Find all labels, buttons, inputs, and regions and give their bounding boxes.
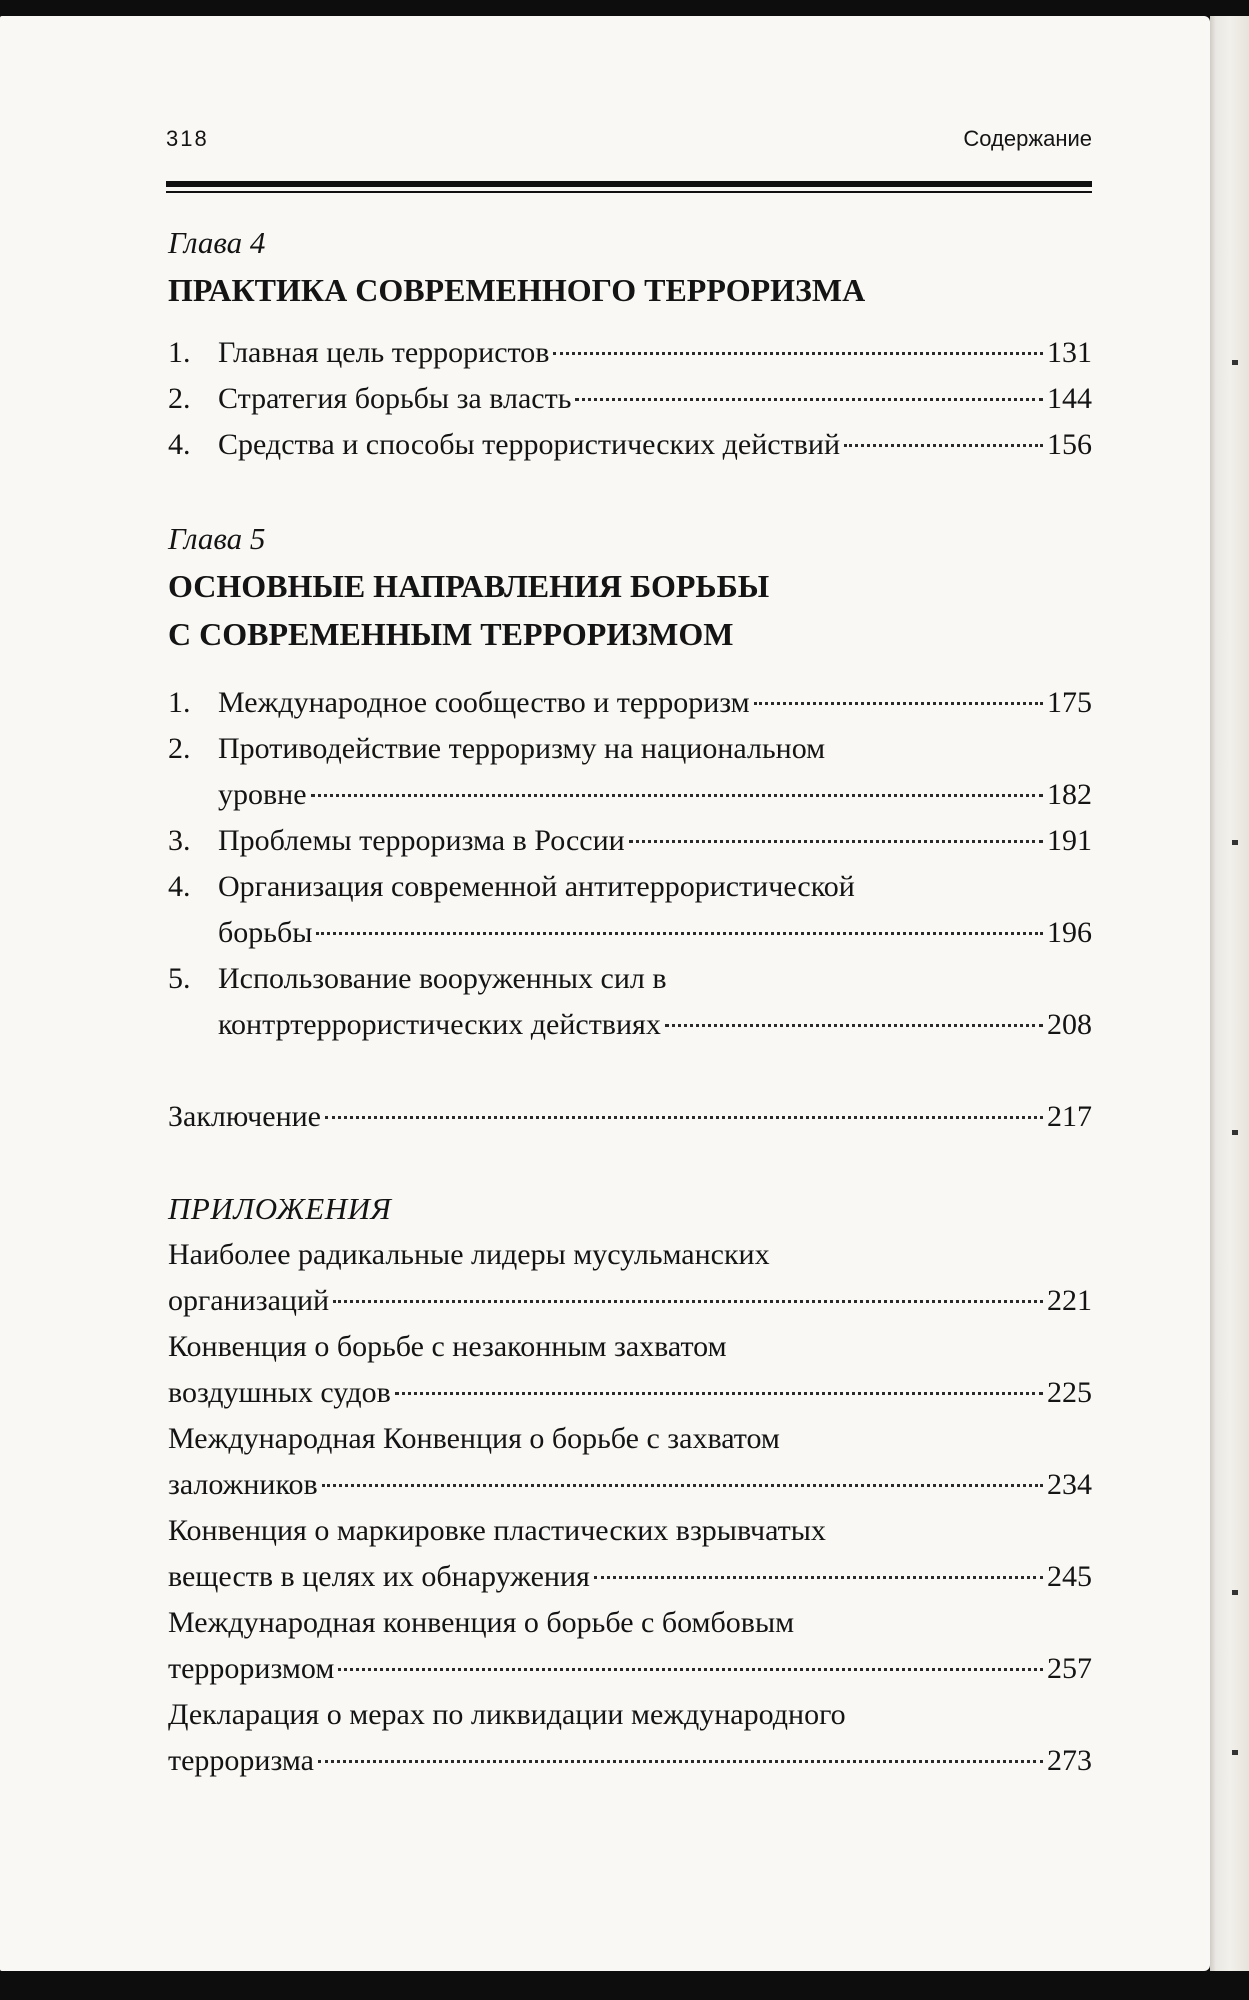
entry-number: 4. [168,870,191,903]
chapter-5-label: Глава 5 [168,521,266,556]
toc-entry-appendix[interactable] [168,1600,1092,1692]
edge-mark [1232,1750,1238,1755]
edge-mark [1232,1130,1238,1135]
toc-entry-conclusion[interactable] [168,1094,1092,1140]
leader-dots [553,352,1043,355]
chapter-5-title-line-2: С СОВРЕМЕННЫМ ТЕРРОРИЗМОМ [168,616,734,652]
leader-dots [316,932,1043,935]
leader-dots [754,702,1043,705]
entry-title-line-2: организаций [168,1284,330,1317]
entry-title: Средства и способы террористических действий [218,428,841,461]
entry-page-number: 234 [1047,1468,1092,1501]
entry-title-line-2: уровне [218,778,307,811]
leader-dots [844,444,1043,447]
entry-number: 4. [168,428,191,461]
leader-dots [333,1300,1043,1303]
entry-number: 3. [168,824,191,857]
entry-title-line-1: Противодействие терроризму на национальном [218,732,826,765]
toc-entry-appendix[interactable] [168,1692,1092,1784]
entry-title-line-1: Организация современной антитеррористической [218,870,855,903]
entry-number: 1. [168,686,191,719]
entry-page-number: 191 [1047,824,1092,857]
leader-dots [629,840,1043,843]
header-rule-thin [166,191,1092,193]
leader-dots [325,1116,1043,1119]
leader-dots [338,1668,1043,1671]
running-head-title: Содержание [963,126,1092,151]
entry-number: 2. [168,732,191,765]
entry-page-number: 273 [1047,1744,1092,1777]
entry-page-number: 217 [1047,1100,1092,1133]
leader-dots [594,1576,1043,1579]
toc-entry[interactable] [168,422,1092,468]
entry-page-number: 245 [1047,1560,1092,1593]
entry-title: Заключение [168,1100,321,1133]
edge-mark [1232,360,1238,365]
entry-number: 5. [168,962,191,995]
leader-dots [318,1760,1043,1763]
entry-page-number: 257 [1047,1652,1092,1685]
appendices-heading: ПРИЛОЖЕНИЯ [168,1191,392,1226]
toc-entry[interactable] [168,726,1092,818]
entry-page-number: 131 [1047,336,1092,369]
toc-entry[interactable] [168,956,1092,1048]
entry-page-number: 175 [1047,686,1092,719]
toc-entry-appendix[interactable] [168,1416,1092,1508]
entry-title-line-2: веществ в целях их обнаружения [168,1560,590,1593]
entry-title-line-1: Использование вооруженных сил в [218,962,667,995]
entry-title-line-1: Конвенция о борьбе с незаконным захватом [168,1330,727,1363]
entry-page-number: 144 [1047,382,1092,415]
page-stack-edge [1210,16,1249,1971]
entry-page-number: 196 [1047,916,1092,949]
toc-entry[interactable] [168,376,1092,422]
page-number: 318 [166,126,209,151]
entry-page-number: 225 [1047,1376,1092,1409]
entry-title-line-2: заложников [168,1468,318,1501]
entry-title: Стратегия борьбы за власть [218,382,572,415]
entry-title-line-2: воздушных судов [168,1376,391,1409]
leader-dots [575,398,1043,401]
toc-entry[interactable] [168,330,1092,376]
entry-title-line-2: контртеррористических действиях [218,1008,661,1041]
toc-entry-appendix[interactable] [168,1508,1092,1600]
toc-entry-appendix[interactable] [168,1324,1092,1416]
entry-page-number: 182 [1047,778,1092,811]
entry-page-number: 208 [1047,1008,1092,1041]
header-rule-thick [166,181,1092,187]
entry-title: Проблемы терроризма в России [218,824,625,857]
entry-page-number: 156 [1047,428,1092,461]
edge-mark [1232,840,1238,845]
entry-title-line-1: Конвенция о маркировке пластических взрывчатых [168,1514,826,1547]
entry-title: Главная цель террористов [218,336,550,369]
chapter-4-title: ПРАКТИКА СОВРЕМЕННОГО ТЕРРОРИЗМА [168,272,866,308]
leader-dots [665,1024,1043,1027]
entry-title-line-1: Международная Конвенция о борьбе с захватом [168,1422,780,1455]
toc-entry[interactable] [168,864,1092,956]
entry-title-line-2: терроризмом [168,1652,335,1685]
table-of-contents [168,220,1092,1784]
entry-title-line-1: Наиболее радикальные лидеры мусульманских [168,1238,770,1271]
toc-entry[interactable] [168,818,1092,864]
entry-title-line-2: терроризма [168,1744,315,1777]
toc-entry-appendix[interactable] [168,1232,1092,1324]
chapter-5-title-line-1: ОСНОВНЫЕ НАПРАВЛЕНИЯ БОРЬБЫ [168,568,770,604]
entry-title-line-1: Декларация о мерах по ликвидации международного [168,1698,846,1731]
leader-dots [322,1484,1043,1487]
leader-dots [395,1392,1043,1395]
entry-page-number: 221 [1047,1284,1092,1317]
entry-title-line-2: борьбы [218,916,313,949]
entry-title: Международное сообщество и терроризм [218,686,750,719]
entry-title-line-1: Международная конвенция о борьбе с бомбовым [168,1606,795,1639]
chapter-4-label: Глава 4 [168,225,266,260]
edge-mark [1232,1590,1238,1595]
leader-dots [311,794,1043,797]
running-head [166,126,1092,152]
toc-entry[interactable] [168,680,1092,726]
entry-number: 2. [168,382,191,415]
entry-number: 1. [168,336,191,369]
